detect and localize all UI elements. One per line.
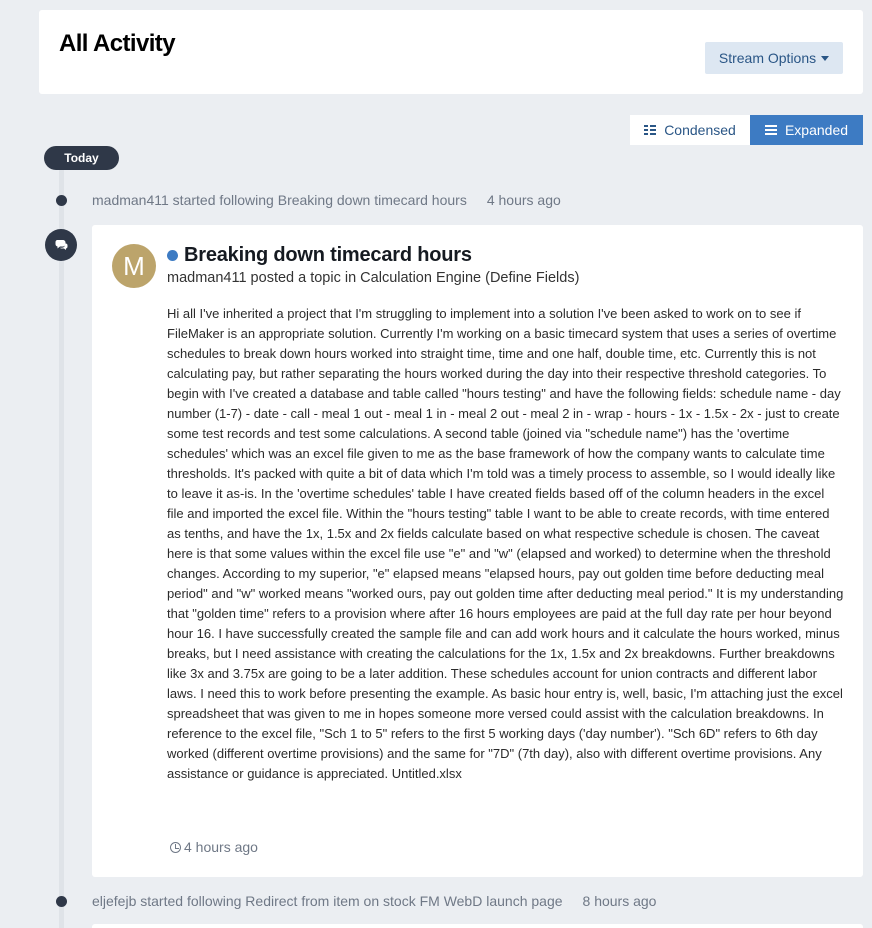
post-meta[interactable]: madman411 posted a topic in Calculation Engine (Define Fields)	[167, 270, 580, 286]
avatar[interactable]: M	[112, 244, 156, 288]
comment-icon	[45, 229, 77, 261]
activity-text[interactable]: eljefejb started following Redirect from item on stock FM WebD launch page	[92, 893, 563, 909]
expanded-view-button[interactable]	[750, 115, 863, 145]
today-badge: Today	[44, 146, 119, 170]
condensed-label: Condensed	[664, 122, 736, 138]
clock-icon	[170, 842, 181, 853]
page-title: All Activity	[59, 30, 175, 57]
timeline-line	[59, 170, 64, 928]
expanded-label: Expanded	[784, 122, 849, 138]
speech-bubble-icon	[54, 239, 68, 251]
condensed-view-button[interactable]	[630, 115, 750, 145]
activity-time: 4 hours ago	[486, 192, 561, 208]
caret-down-icon	[821, 56, 829, 61]
activity-item	[92, 893, 656, 909]
post-title[interactable]: Breaking down timecard hours	[184, 244, 472, 266]
activity-text[interactable]: madman411 started following Breaking down timecard hours	[92, 192, 467, 208]
post-time-text: 4 hours ago	[184, 839, 258, 855]
activity-item	[92, 192, 561, 208]
post-body: Hi all I've inherited a project that I'm struggling to implement into a solution I've been asked to work on to see if FileMaker is an appropriate solution. Currently I'm working on a basic timecard system that uses a series of overtime schedules to break down hours worked into straight time, time and one half, double time, etc. Currently this is not calculating pay, but rather separating the hours worked during the day into their respective threshold categories. To begin with I've created a database and table called "hours testing" and have the following fields: schedule name - day number (1-7) - date - call - meal 1 out - meal 1 in - meal 2 out - meal 2 in - wrap - hours - 1x - 1.5x - 2x - just to create some test records and test some calculations. A second table (joined via "schedule name") has the 'overtime schedules' which was an excel file given to me as the base framework of how the company wants to calculate time thresholds. It's packed with quite a bit of data which I'm told was a timely process to assemble, so I would ideally like to leave it as-is. In the 'overtime schedules' table I have created fields based off of the column headers in the excel file and imported the excel file. Within the "hours testing" table I want to be able to create records, with time entered as tenths, and have the 1x, 1.5x and 2x fields calculate based on what respective schedule is chosen. The caveat here is that some values within the excel file use "e" and "w" (elapsed and worked) to determine when the threshold changes. According to my superior, "e" elapsed means "elapsed hours, pay out golden time before deducting meal period" and "w" worked means "worked ours, pay out golden time after deducting meal period." It is my understanding that "golden time" refers to a provision where after 16 hours employees are paid at the full day rate per hour beyond hour 16. I have successfully created the sample file and can add work hours and it calculate the hours worked, minus breaks, but I need assistance with creating the calculations for the 1x, 1.5x and 2x breakdowns. Further breakdowns like 3x and 3.75x are going to be a later addition. These schedules account for union contracts and different labor laws. I need this to work before presenting the example. As basic hour entry is, well, basic, I'm attaching just the excel spreadsheet that was given to me in hopes someone more versed could assist with the calculation breakdowns. In reference to the excel file, "Sch 1 to 5" refers to the first 5 working days ('day number'). "Sch 6D" refers to 6th day worked (different overtime provisions) and the same for "7D" (7th day), also with different overtime provisions. Any assistance or guidance is appreciated. Untitled.xlsx	[167, 306, 844, 781]
view-toggle	[630, 115, 863, 145]
activity-time: 8 hours ago	[582, 893, 657, 909]
menu-lines-icon	[765, 125, 777, 135]
post-title-row	[167, 244, 472, 267]
stream-options-button[interactable]	[705, 42, 843, 74]
stream-options-label: Stream Options	[718, 50, 817, 66]
page-header	[39, 10, 863, 94]
list-icon	[644, 125, 656, 135]
post-timestamp	[170, 839, 258, 855]
timeline-dot	[56, 195, 67, 206]
timeline-dot	[56, 896, 67, 907]
next-post-card	[92, 924, 863, 928]
post-card	[92, 225, 863, 877]
unread-indicator-icon	[167, 250, 178, 261]
